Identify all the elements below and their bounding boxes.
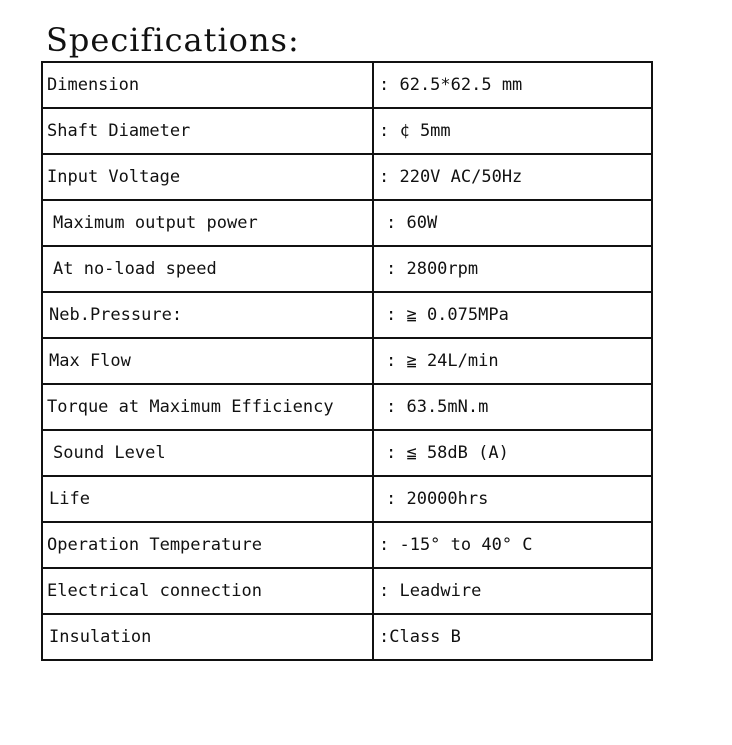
- table-row: [42, 614, 652, 660]
- spec-value-max-flow: : ≧ 24L/min: [373, 338, 652, 384]
- table-row: [42, 568, 652, 614]
- spec-value-dimension: : 62.5*62.5 mm: [373, 62, 652, 108]
- specifications-table: [41, 61, 653, 661]
- table-row: [42, 108, 652, 154]
- spec-value-no-load-speed: : 2800rpm: [373, 246, 652, 292]
- spec-value-neb-pressure: : ≧ 0.075MPa: [373, 292, 652, 338]
- table-row: [42, 200, 652, 246]
- table-row: [42, 384, 652, 430]
- spec-value-insulation: :Class B: [373, 614, 652, 660]
- spec-value-operation-temperature: : -15° to 40° C: [373, 522, 652, 568]
- spec-label-neb-pressure: Neb.Pressure:: [42, 292, 373, 338]
- page-title: Specifications:: [46, 21, 300, 59]
- spec-value-maximum-output-power: : 60W: [373, 200, 652, 246]
- spec-label-sound-level: Sound Level: [42, 430, 373, 476]
- spec-value-electrical-connection: : Leadwire: [373, 568, 652, 614]
- spec-label-operation-temperature: Operation Temperature: [42, 522, 373, 568]
- table-row: [42, 338, 652, 384]
- spec-label-electrical-connection: Electrical connection: [42, 568, 373, 614]
- spec-label-torque: Torque at Maximum Efficiency: [42, 384, 373, 430]
- table-row: [42, 292, 652, 338]
- spec-value-torque: : 63.5mN.m: [373, 384, 652, 430]
- spec-value-life: : 20000hrs: [373, 476, 652, 522]
- spec-label-maximum-output-power: Maximum output power: [42, 200, 373, 246]
- table-row: [42, 430, 652, 476]
- table-row: [42, 62, 652, 108]
- spec-label-max-flow: Max Flow: [42, 338, 373, 384]
- table-row: [42, 154, 652, 200]
- table-row: [42, 476, 652, 522]
- spec-value-input-voltage: : 220V AC/50Hz: [373, 154, 652, 200]
- spec-label-input-voltage: Input Voltage: [42, 154, 373, 200]
- spec-label-dimension: Dimension: [42, 62, 373, 108]
- spec-label-insulation: Insulation: [42, 614, 373, 660]
- spec-label-shaft-diameter: Shaft Diameter: [42, 108, 373, 154]
- table-row: [42, 522, 652, 568]
- spec-value-shaft-diameter: : ¢ 5mm: [373, 108, 652, 154]
- spec-value-sound-level: : ≦ 58dB (A): [373, 430, 652, 476]
- table-row: [42, 246, 652, 292]
- spec-label-no-load-speed: At no-load speed: [42, 246, 373, 292]
- spec-label-life: Life: [42, 476, 373, 522]
